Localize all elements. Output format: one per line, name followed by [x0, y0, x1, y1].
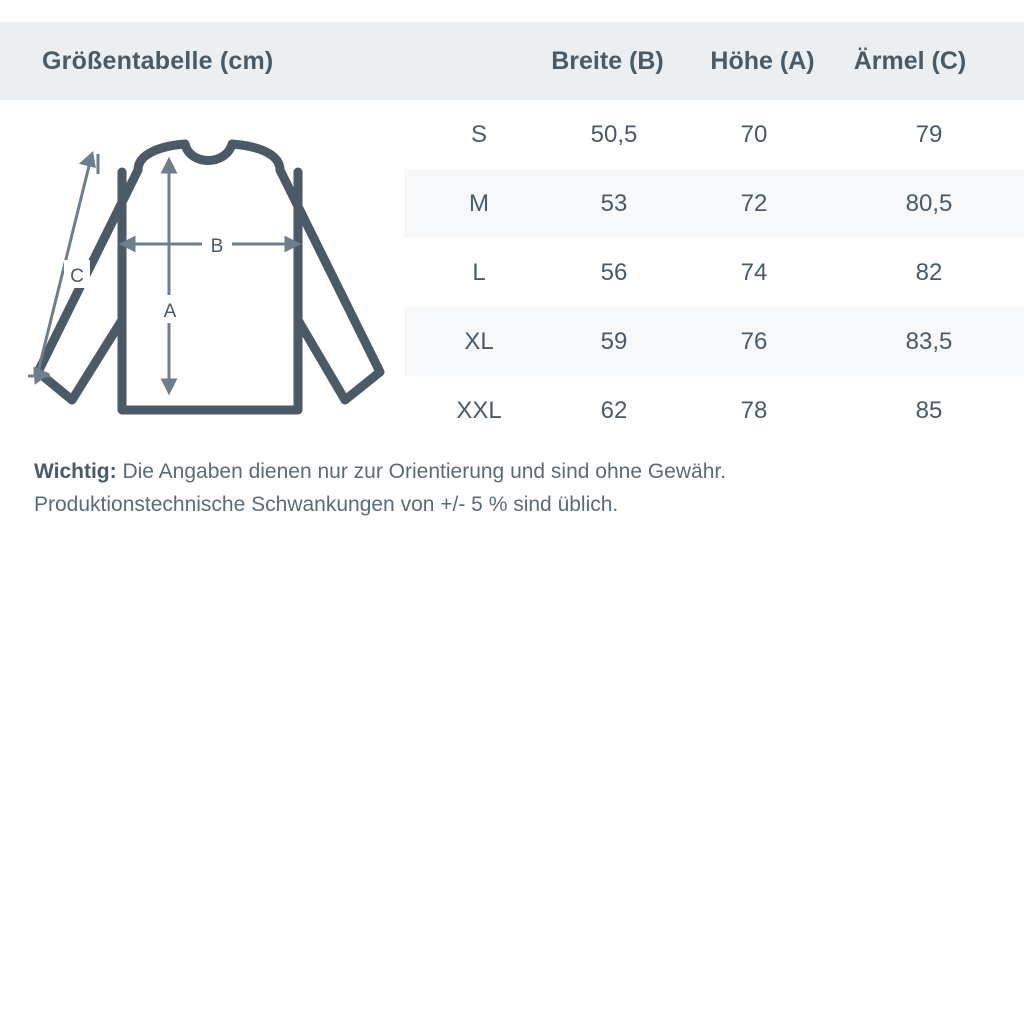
disclaimer-line-1: Die Angaben dienen nur zur Orientierung und sind ohne Gewähr.: [116, 460, 727, 483]
cell-height: 72: [740, 189, 768, 217]
page-title: Größentabelle (cm): [42, 46, 274, 75]
table-header-row: [0, 22, 1024, 100]
cell-sleeve: 79: [915, 120, 943, 148]
label-height: A: [163, 301, 177, 322]
table-row: [404, 169, 1024, 238]
cell-width: 56: [600, 258, 628, 286]
cell-size: S: [470, 120, 487, 148]
disclaimer-note: [34, 455, 984, 521]
column-header-sleeve: Ärmel (C): [853, 46, 967, 75]
cell-size: XL: [464, 327, 494, 355]
cell-width: 53: [600, 189, 628, 217]
column-header-height: Höhe (A): [710, 46, 815, 75]
disclaimer-lead: Wichtig:: [34, 460, 117, 483]
cell-sleeve: 85: [915, 396, 943, 424]
cell-width: 50,5: [590, 120, 638, 148]
table-row: [404, 376, 1024, 445]
column-header-width: Breite (B): [551, 46, 664, 75]
cell-height: 76: [740, 327, 768, 355]
cell-size: M: [469, 189, 489, 217]
cell-height: 74: [740, 258, 768, 286]
cell-sleeve: 80,5: [905, 189, 953, 217]
cell-width: 62: [600, 396, 628, 424]
cell-sleeve: 83,5: [905, 327, 953, 355]
label-width: B: [210, 236, 224, 257]
cell-size: XXL: [456, 396, 502, 424]
garment-diagram: [10, 110, 410, 440]
size-table: [404, 100, 1024, 445]
table-row: [404, 100, 1024, 169]
table-row: [404, 238, 1024, 307]
cell-sleeve: 82: [915, 258, 943, 286]
cell-size: L: [472, 258, 486, 286]
cell-height: 70: [740, 120, 768, 148]
cell-height: 78: [740, 396, 768, 424]
label-sleeve: C: [70, 266, 84, 287]
disclaimer-line-2: Produktionstechnische Schwankungen von +/- 5 % sind üblich.: [34, 493, 619, 516]
table-row: [404, 307, 1024, 376]
cell-width: 59: [600, 327, 628, 355]
